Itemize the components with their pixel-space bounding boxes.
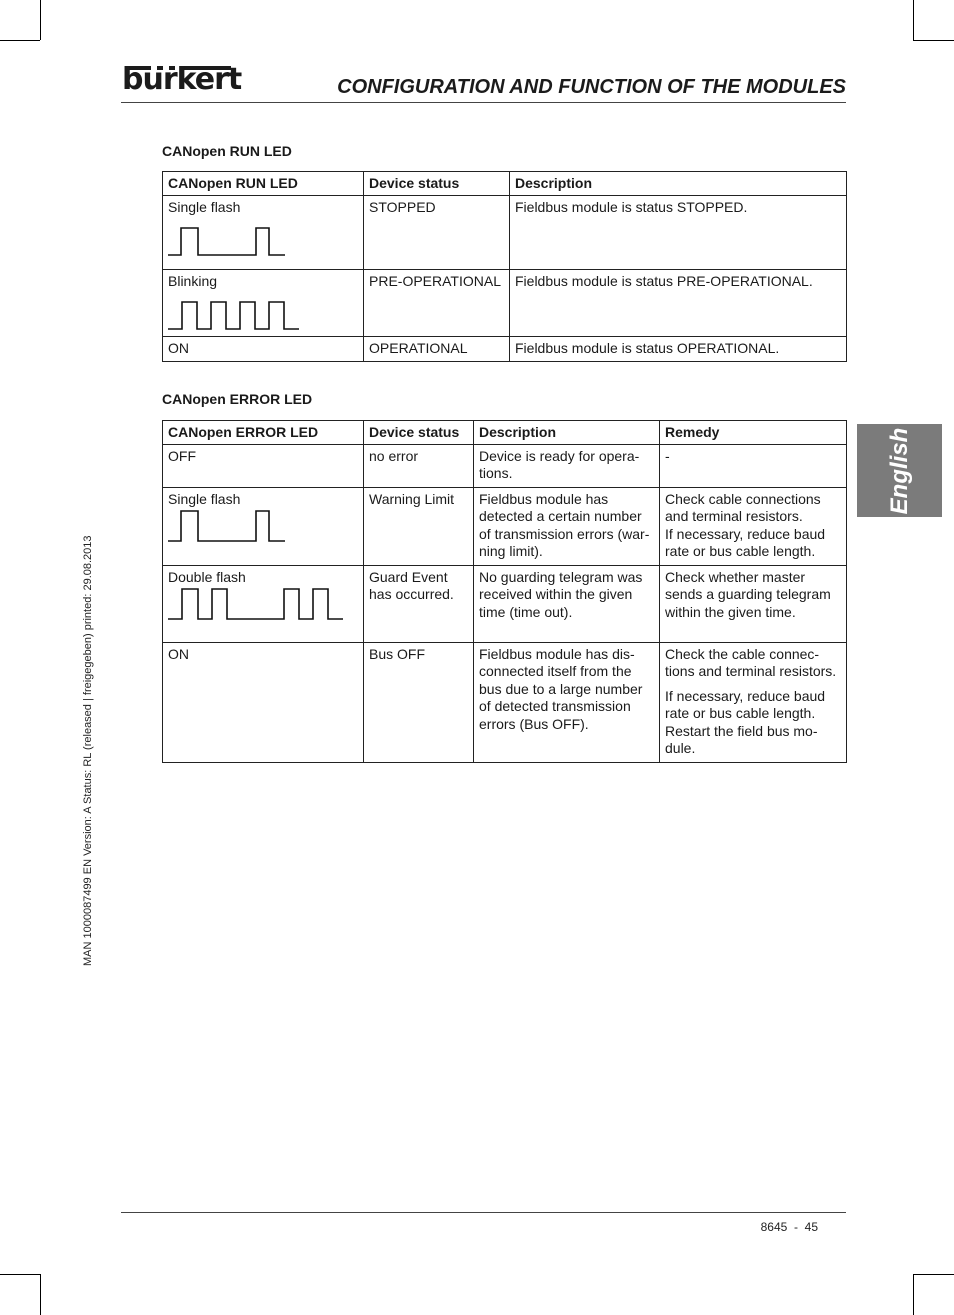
table-row: [163, 642, 847, 762]
description-cell: [474, 444, 660, 487]
crop-mark: [0, 40, 40, 41]
remedy-cell: [660, 565, 847, 642]
column-header: Description: [510, 172, 847, 196]
text-line: bus due to a large number: [479, 680, 643, 697]
text-line: errors (Bus OFF).: [479, 715, 589, 732]
remedy-cell: [660, 642, 847, 762]
text-line: of detected transmission: [479, 698, 631, 714]
led-cell: ON: [163, 336, 364, 362]
document-info-text: MAN 1000087499 EN Version: A Status: RL (released | freigegeben) printed: 29.08.2013: [82, 535, 94, 966]
table-header-row: [163, 172, 847, 196]
table-row: [163, 336, 847, 362]
text-line: Check the cable connec-: [665, 645, 820, 662]
text-line: received within the given: [479, 586, 633, 602]
table-row: [163, 444, 847, 487]
error-led-section-title: CANopen ERROR LED: [162, 391, 313, 407]
crop-mark: [0, 1274, 40, 1275]
description-cell: [474, 565, 660, 642]
burkert-logo: [122, 62, 242, 102]
column-header: CANopen ERROR LED: [163, 421, 364, 445]
run-led-table: [162, 171, 847, 362]
table-row: [163, 195, 847, 269]
column-header: Device status: [364, 421, 474, 445]
column-header: CANopen RUN LED: [163, 172, 364, 196]
column-header: Description: [474, 421, 660, 445]
text-line: If necessary, reduce baud: [665, 687, 826, 704]
led-cell: ON: [163, 642, 364, 762]
logo-text: burkert: [122, 62, 242, 97]
led-cell: OFF: [163, 444, 364, 487]
text-line: Device is ready for opera-: [479, 447, 640, 464]
single-flash-waveform: [168, 226, 286, 256]
header-rule: [121, 102, 846, 103]
text-line: time (time out).: [479, 603, 573, 620]
text-line: tions and terminal resistors.: [665, 663, 837, 679]
led-state: Single flash: [168, 198, 241, 215]
text-line: rate or bus cable length.: [665, 705, 816, 721]
double-flash-waveform: [168, 587, 344, 621]
language-tab: [857, 424, 942, 517]
column-header: Remedy: [660, 421, 847, 445]
text-line: connected itself from the: [479, 663, 632, 679]
device-status-cell: PRE-OPERATIONAL: [364, 269, 510, 336]
description-cell: Fieldbus module is status OPERATIONAL.: [510, 336, 847, 362]
device-status-cell: Bus OFF: [364, 642, 474, 762]
text-line: Guard Event: [369, 568, 448, 585]
text-line: has occurred.: [369, 586, 454, 602]
crop-mark: [40, 0, 41, 40]
page-number: 8645 - 45: [760, 1220, 818, 1234]
page-header-title: CONFIGURATION AND FUNCTION OF THE MODULES: [337, 76, 846, 98]
text-line: If necessary, reduce baud: [665, 525, 826, 542]
text-line: Check cable connections: [665, 490, 821, 507]
device-status-cell: OPERATIONAL: [364, 336, 510, 362]
led-cell: [163, 195, 364, 269]
text-line: and terminal resistors.: [665, 508, 803, 524]
table-row: [163, 269, 847, 336]
device-status-cell: Warning Limit: [364, 487, 474, 565]
device-status-cell: no error: [364, 444, 474, 487]
led-state: Blinking: [168, 272, 218, 289]
paragraph-gap: [665, 681, 841, 688]
crop-mark: [913, 1274, 914, 1315]
remedy-cell: [660, 487, 847, 565]
column-header: Device status: [364, 172, 510, 196]
text-line: dule.: [665, 740, 696, 756]
text-line: Fieldbus module has: [479, 490, 609, 507]
led-state: Double flash: [168, 568, 246, 585]
led-cell: [163, 565, 364, 642]
crop-mark: [913, 0, 914, 40]
description-cell: Fieldbus module is status STOPPED.: [510, 195, 847, 269]
text-line: No guarding telegram was: [479, 568, 643, 585]
description-cell: [474, 642, 660, 762]
text-line: tions.: [479, 465, 513, 481]
table-row: [163, 487, 847, 565]
text-line: Check whether master: [665, 568, 806, 585]
table-header-row: [163, 421, 847, 445]
text-line: Fieldbus module has dis-: [479, 645, 635, 662]
crop-mark: [913, 40, 954, 41]
led-state: Single flash: [168, 490, 241, 507]
table-row: [163, 565, 847, 642]
description-cell: Fieldbus module is status PRE-OPERATIONAL.: [510, 269, 847, 336]
description-cell: [474, 487, 660, 565]
text-line: within the given time.: [665, 603, 796, 620]
single-flash-waveform: [168, 509, 286, 543]
error-led-table: [162, 420, 847, 763]
text-line: detected a certain number: [479, 508, 642, 524]
run-led-section-title: CANopen RUN LED: [162, 143, 292, 159]
led-cell: [163, 487, 364, 565]
device-status-cell: STOPPED: [364, 195, 510, 269]
led-cell: [163, 269, 364, 336]
device-status-cell: [364, 565, 474, 642]
text-line: of transmission errors (war-: [479, 525, 650, 542]
blinking-waveform: [168, 300, 300, 330]
text-line: ning limit).: [479, 543, 543, 559]
footer-rule: [121, 1212, 846, 1213]
crop-mark: [40, 1274, 41, 1315]
text-line: -: [665, 447, 670, 464]
language-tab-label: English: [885, 427, 913, 514]
crop-mark: [913, 1274, 954, 1275]
remedy-cell: [660, 444, 847, 487]
text-line: sends a guarding telegram: [665, 586, 831, 602]
text-line: Restart the field bus mo-: [665, 722, 818, 739]
text-line: rate or bus cable length.: [665, 543, 816, 559]
